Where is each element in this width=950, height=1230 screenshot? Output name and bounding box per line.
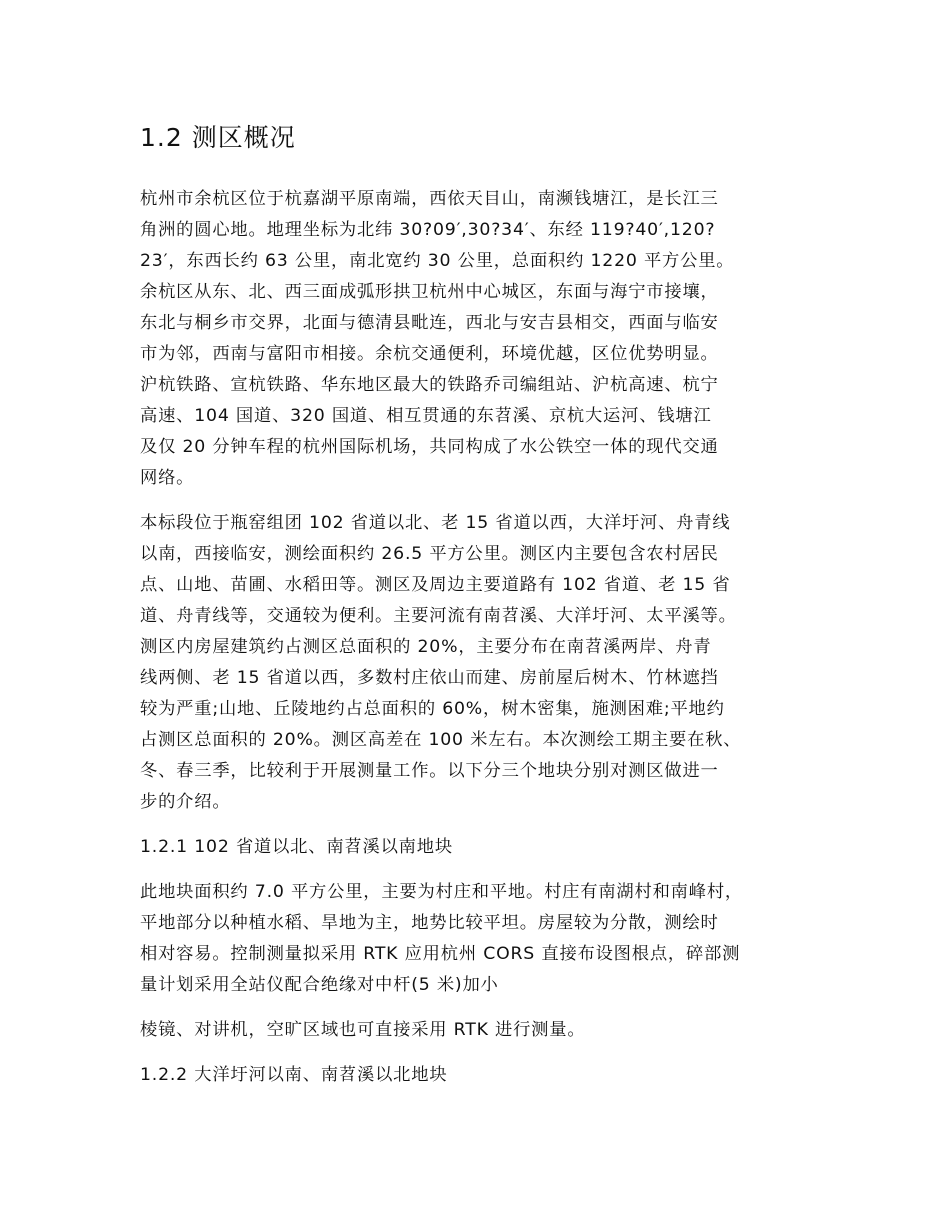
text-line: 步的介绍。 (140, 792, 231, 812)
paragraph-plot-1 (140, 877, 815, 1001)
subsection-title-1-2-2: 1.2.2 大洋圩河以南、南苕溪以北地块 (140, 1065, 448, 1085)
document-page (140, 120, 815, 1105)
text-line: 测区内房屋建筑约占测区总面积的 20%，主要分布在南苕溪两岸、舟青 (140, 637, 712, 657)
text-line: 平地部分以种植水稻、旱地为主，地势比较平坦。房屋较为分散，测绘时 (140, 913, 719, 933)
text-line: 本标段位于瓶窑组团 102 省道以北、老 15 省道以西，大洋圩河、舟青线 (140, 513, 731, 533)
text-line: 及仅 20 分钟车程的杭州国际机场，共同构成了水公铁空一体的现代交通 (140, 437, 719, 457)
text-line: 道、舟青线等，交通较为便利。主要河流有南苕溪、大洋圩河、太平溪等。 (140, 606, 737, 626)
text-line: 较为严重;山地、丘陵地约占总面积的 60%，树木密集，施测困难;平地约 (140, 699, 725, 719)
text-line: 网络。 (140, 468, 195, 488)
text-line: 以南，西接临安，测绘面积约 26.5 平方公里。测区内主要包含农村居民 (140, 544, 719, 564)
text-line: 23′，东西长约 63 公里，南北宽约 30 公里，总面积约 1220 平方公里。 (140, 251, 735, 271)
text-line: 点、山地、苗圃、水稻田等。测区及周边主要道路有 102 省道、老 15 省 (140, 575, 731, 595)
text-line: 沪杭铁路、宣杭铁路、华东地区最大的铁路乔司编组站、沪杭高速、杭宁 (140, 375, 719, 395)
paragraph-survey-area (140, 508, 815, 818)
text-line: 东北与桐乡市交界，北面与德清县毗连，西北与安吉县相交，西面与临安 (140, 313, 719, 333)
text-line: 冬、春三季，比较利于开展测量工作。以下分三个地块分别对测区做进一 (140, 761, 719, 781)
text-line: 占测区总面积的 20%。测区高差在 100 米左右。本次测绘工期主要在秋、 (140, 730, 742, 750)
section-title: 1.2 测区概况 (140, 123, 296, 152)
paragraph-location-overview (140, 184, 815, 494)
text-line: 此地块面积约 7.0 平方公里，主要为村庄和平地。村庄有南湖村和南峰村， (140, 882, 743, 902)
text-line: 余杭区从东、北、西三面成弧形拱卫杭州中心城区，东面与海宁市接壤， (140, 282, 719, 302)
text-line: 相对容易。控制测量拟采用 RTK 应用杭州 CORS 直接布设图根点，碎部测 (140, 944, 741, 964)
text-line: 线两侧、老 15 省道以西，多数村庄依山而建、房前屋后树木、竹林遮挡 (140, 668, 719, 688)
text-line: 高速、104 国道、320 国道、相互贯通的东苕溪、京杭大运河、钱塘江 (140, 406, 712, 426)
text-line: 角洲的圆心地。地理坐标为北纬 30?09′,30?34′、东经 119?40′,120? (140, 220, 716, 240)
subsection-title-1-2-1: 1.2.1 102 省道以北、南苕溪以南地块 (140, 837, 453, 857)
paragraph-plot-1-continuation: 棱镜、对讲机，空旷区域也可直接采用 RTK 进行测量。 (140, 1020, 586, 1040)
text-line: 量计划采用全站仪配合绝缘对中杆(5 米)加小 (140, 975, 499, 995)
text-line: 市为邻，西南与富阳市相接。余杭交通便利，环境优越，区位优势明显。 (140, 344, 719, 364)
text-line: 杭州市余杭区位于杭嘉湖平原南端，西依天目山，南濒钱塘江，是长江三 (140, 189, 719, 209)
